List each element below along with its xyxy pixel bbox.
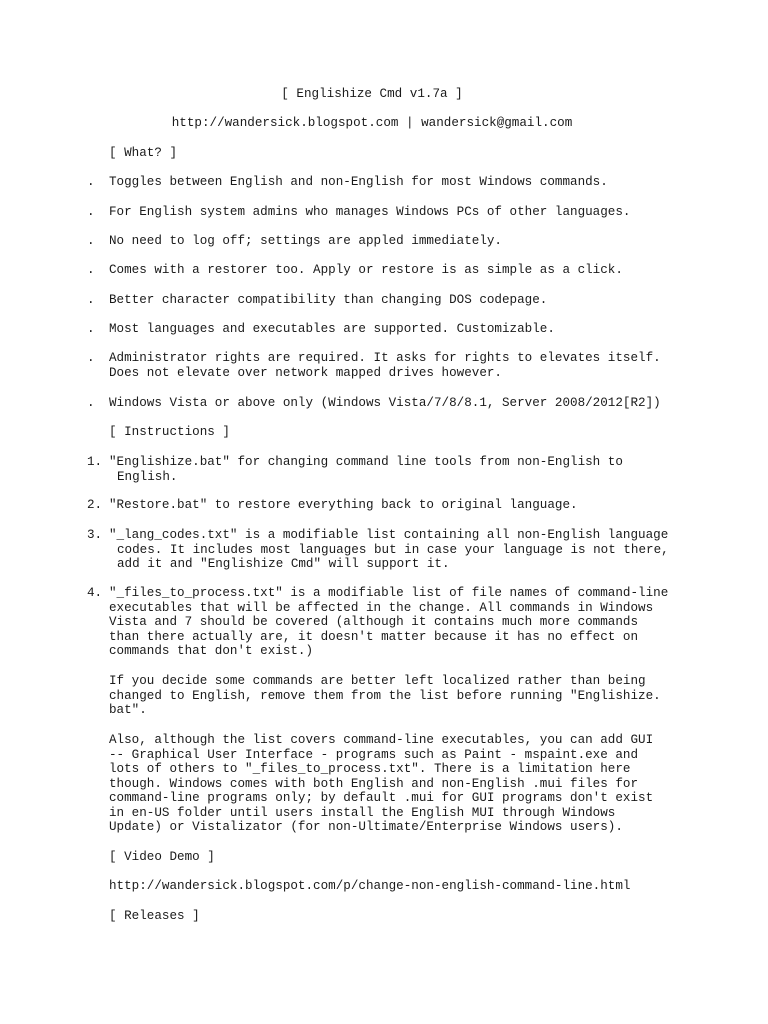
instruction-3-line-3: add it and "Englishize Cmd" will support it. bbox=[117, 557, 450, 571]
instruction-1-line-2: English. bbox=[117, 470, 178, 484]
section-heading-what: [ What? ] bbox=[109, 146, 178, 160]
video-demo-link: http://wandersick.blogspot.com/p/change-non-english-command-line.html bbox=[109, 879, 631, 893]
instruction-4-line-5: commands that don't exist.) bbox=[109, 644, 314, 658]
what-item-3: No need to log off; settings are appled immediately. bbox=[109, 234, 502, 248]
instruction-1-line-1: "Englishize.bat" for changing command line tools from non-English to bbox=[109, 455, 623, 469]
section-heading-instructions: [ Instructions ] bbox=[109, 425, 230, 439]
bullet-marker: . bbox=[87, 396, 95, 410]
section-heading-video-demo: [ Video Demo ] bbox=[109, 850, 215, 864]
what-item-6: Most languages and executables are supported. Customizable. bbox=[109, 322, 555, 336]
bullet-marker: . bbox=[87, 263, 95, 277]
bullet-marker: . bbox=[87, 322, 95, 336]
bullet-marker: . bbox=[87, 175, 95, 189]
what-item-4: Comes with a restorer too. Apply or restore is as simple as a click. bbox=[109, 263, 623, 277]
bullet-marker: . bbox=[87, 205, 95, 219]
what-item-8: Windows Vista or above only (Windows Vista/7/8/8.1, Server 2008/2012[R2]) bbox=[109, 396, 661, 410]
paragraph-localized-line-2: changed to English, remove them from the list before running "Englishize. bbox=[109, 689, 661, 703]
what-item-7-line-1: Administrator rights are required. It asks for rights to elevates itself. bbox=[109, 351, 661, 365]
instruction-4-line-4: than there actually are, it doesn't matter because it has no effect on bbox=[109, 630, 639, 644]
paragraph-gui-line-5: command-line programs only; by default .mui for GUI programs don't exist bbox=[109, 791, 654, 805]
instruction-4-line-3: Vista and 7 should be covered (although it contains much more commands bbox=[109, 615, 639, 629]
what-item-1: Toggles between English and non-English for most Windows commands. bbox=[109, 175, 608, 189]
contact-links: http://wandersick.blogspot.com | wandersick@gmail.com bbox=[171, 116, 573, 130]
document-title: [ Englishize Cmd v1.7a ] bbox=[281, 87, 463, 101]
instruction-3-line-1: "_lang_codes.txt" is a modifiable list containing all non-English language bbox=[109, 528, 669, 542]
instruction-3-line-2: codes. It includes most languages but in case your language is not there, bbox=[117, 543, 669, 557]
paragraph-gui-line-3: lots of others to "_files_to_process.txt". There is a limitation here bbox=[109, 762, 631, 776]
paragraph-gui-line-7: Update) or Vistalizator (for non-Ultimate/Enterprise Windows users). bbox=[109, 820, 623, 834]
what-item-7-line-2: Does not elevate over network mapped drives however. bbox=[109, 366, 502, 380]
what-item-5: Better character compatibility than changing DOS codepage. bbox=[109, 293, 548, 307]
paragraph-gui-line-4: though. Windows comes with both English and non-English .mui files for bbox=[109, 777, 639, 791]
section-heading-releases: [ Releases ] bbox=[109, 909, 200, 923]
instruction-number-1: 1. bbox=[87, 455, 103, 469]
instruction-4-line-1: "_files_to_process.txt" is a modifiable list of file names of command-line bbox=[109, 586, 669, 600]
bullet-marker: . bbox=[87, 351, 95, 365]
instruction-number-3: 3. bbox=[87, 528, 103, 542]
paragraph-gui-line-2: -- Graphical User Interface - programs such as Paint - mspaint.exe and bbox=[109, 748, 639, 762]
instruction-number-2: 2. bbox=[87, 498, 103, 512]
bullet-marker: . bbox=[87, 234, 95, 248]
paragraph-localized-line-3: bat". bbox=[109, 703, 147, 717]
paragraph-gui-line-1: Also, although the list covers command-line executables, you can add GUI bbox=[109, 733, 654, 747]
bullet-marker: . bbox=[87, 293, 95, 307]
instruction-4-line-2: executables that will be affected in the change. All commands in Windows bbox=[109, 601, 654, 615]
instruction-number-4: 4. bbox=[87, 586, 103, 600]
instruction-2-line-1: "Restore.bat" to restore everything back to original language. bbox=[109, 498, 578, 512]
what-item-2: For English system admins who manages Windows PCs of other languages. bbox=[109, 205, 631, 219]
paragraph-gui-line-6: in en-US folder until users install the English MUI through Windows bbox=[109, 806, 616, 820]
paragraph-localized-line-1: If you decide some commands are better left localized rather than being bbox=[109, 674, 646, 688]
